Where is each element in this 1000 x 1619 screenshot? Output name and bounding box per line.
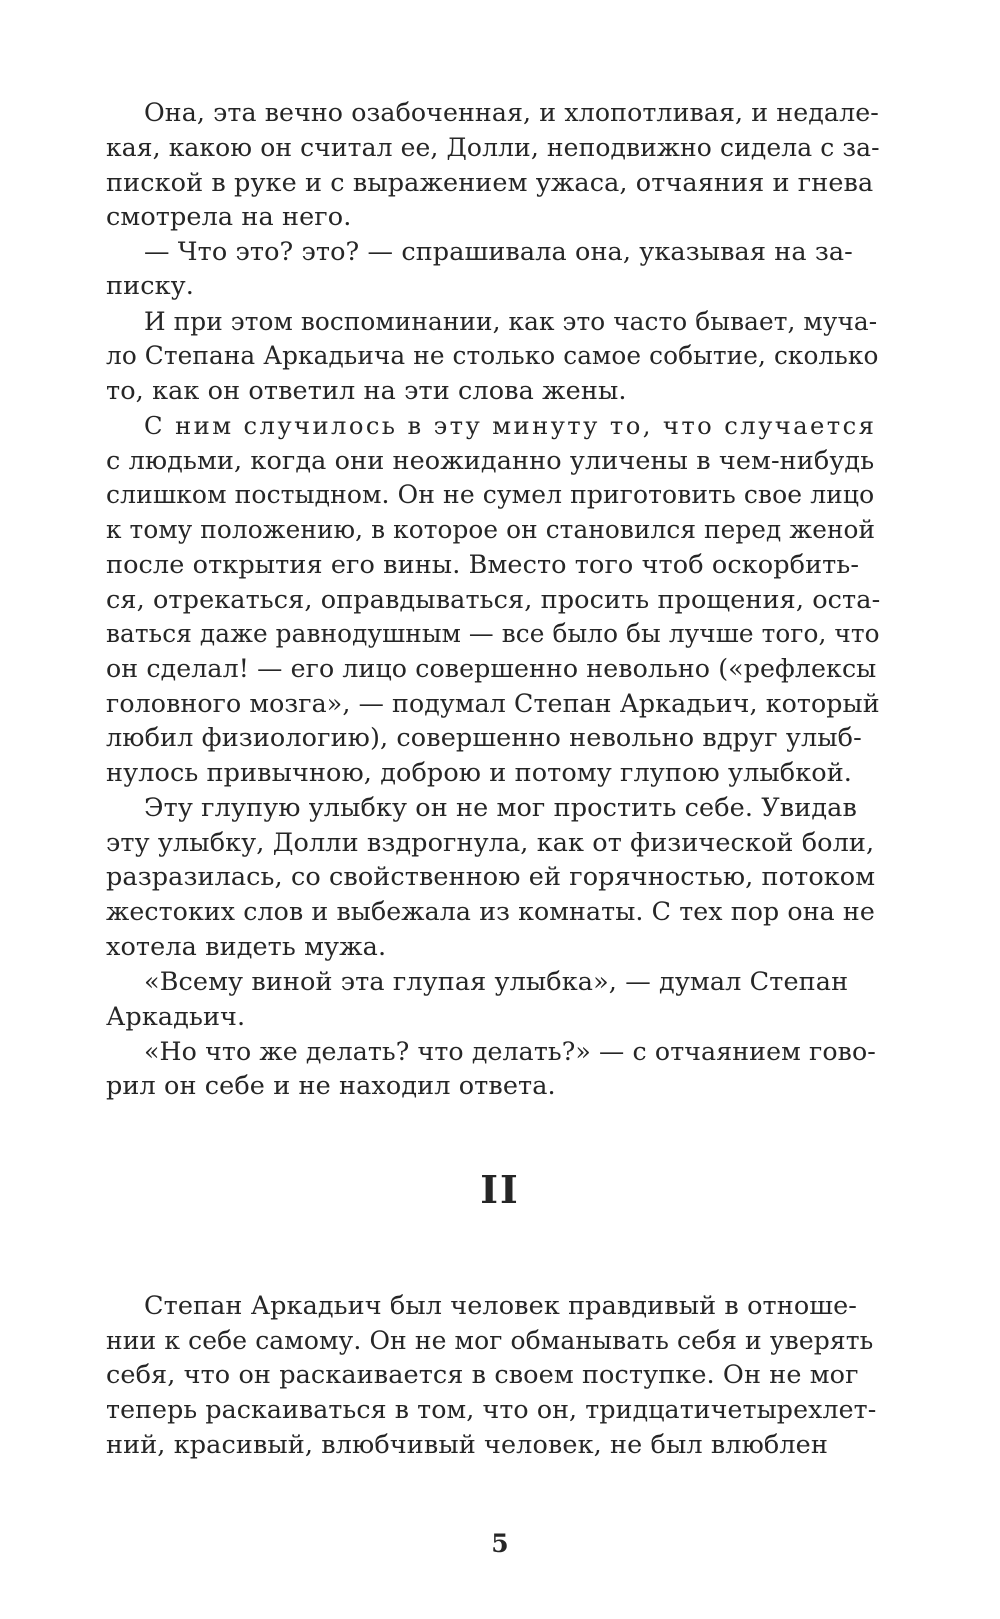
text-line: он сделал! — его лицо совершенно невольно («рефлексы <box>106 654 877 683</box>
text-line: «Но что же делать? что делать?» — с отчаянием гово- <box>144 1037 876 1066</box>
text-line: теперь раскаиваться в том, что он, тридцатичетырехлет- <box>106 1395 877 1424</box>
text-line: кая, какою он считал ее, Долли, неподвижно сидела с за- <box>106 133 880 162</box>
text-line: себя, что он раскаивается в своем поступке. Он не мог <box>106 1360 859 1390</box>
text-line: Она, эта вечно озабоченная, и хлопотливая, и недале- <box>144 98 879 127</box>
text-line: после открытия его вины. Вместо того чтоб оскорбить- <box>106 550 860 580</box>
text-line: с людьми, когда они неожиданно уличены в чем-нибудь <box>106 446 875 476</box>
text-line: И при этом воспоминании, как это часто бывает, муча- <box>144 307 878 336</box>
text-line: слишком постыдном. Он не сумел приготовить свое лицо <box>106 480 875 509</box>
chapter-heading: II <box>480 1167 520 1212</box>
text-line: эту улыбку, Долли вздрогнула, как от физической боли, <box>106 828 875 858</box>
text-line: жестоких слов и выбежала из комнаты. С тех пор она не <box>106 897 875 926</box>
text-line: Эту глупую улыбку он не мог простить себе. Увидав <box>144 793 857 823</box>
text-line: ся, отрекаться, оправдываться, просить прощения, оста- <box>106 585 881 615</box>
text-line: писку. <box>106 271 194 301</box>
text-line: рил он себе и не находил ответа. <box>106 1071 556 1101</box>
text-line: ваться даже равнодушным — все было бы лучше того, что <box>106 619 880 648</box>
text-line: Аркадьич. <box>106 1002 246 1032</box>
text-line: — Что это? это? — спрашивала она, указывая на за- <box>144 237 853 267</box>
text-line: ний, красивый, влюбчивый человек, не был влюблен <box>106 1430 828 1460</box>
text-line: нии к себе самому. Он не мог обманывать себя и уверять <box>106 1326 874 1355</box>
text-line: С ним случилось в эту минуту то, что случается <box>144 411 877 440</box>
text-line: нулось привычною, доброю и потому глупою улыбкой. <box>106 758 853 788</box>
page-number: 5 <box>491 1529 509 1558</box>
text-line: хотела видеть мужа. <box>106 932 387 962</box>
text-line: Степан Аркадьич был человек правдивый в отноше- <box>144 1291 857 1321</box>
text-line: «Всему виной эта глупая улыбка», — думал Степан <box>144 967 849 997</box>
text-line: любил физиологию), совершенно невольно вдруг улыб- <box>106 723 862 753</box>
text-line: ло Степана Аркадьича не столько самое событие, сколько <box>106 341 879 370</box>
text-line: головного мозга», — подумал Степан Аркадьич, который <box>106 689 880 718</box>
text-line: разразилась, со свойственною ей горячностью, потоком <box>106 862 876 892</box>
text-line: то, как он ответил на эти слова жены. <box>106 376 627 406</box>
text-line: смотрела на него. <box>106 202 352 232</box>
text-line: к тому положению, в которое он становился перед женой <box>106 515 876 544</box>
text-line: пиской в руке и с выражением ужаса, отчаяния и гнева <box>106 168 874 198</box>
